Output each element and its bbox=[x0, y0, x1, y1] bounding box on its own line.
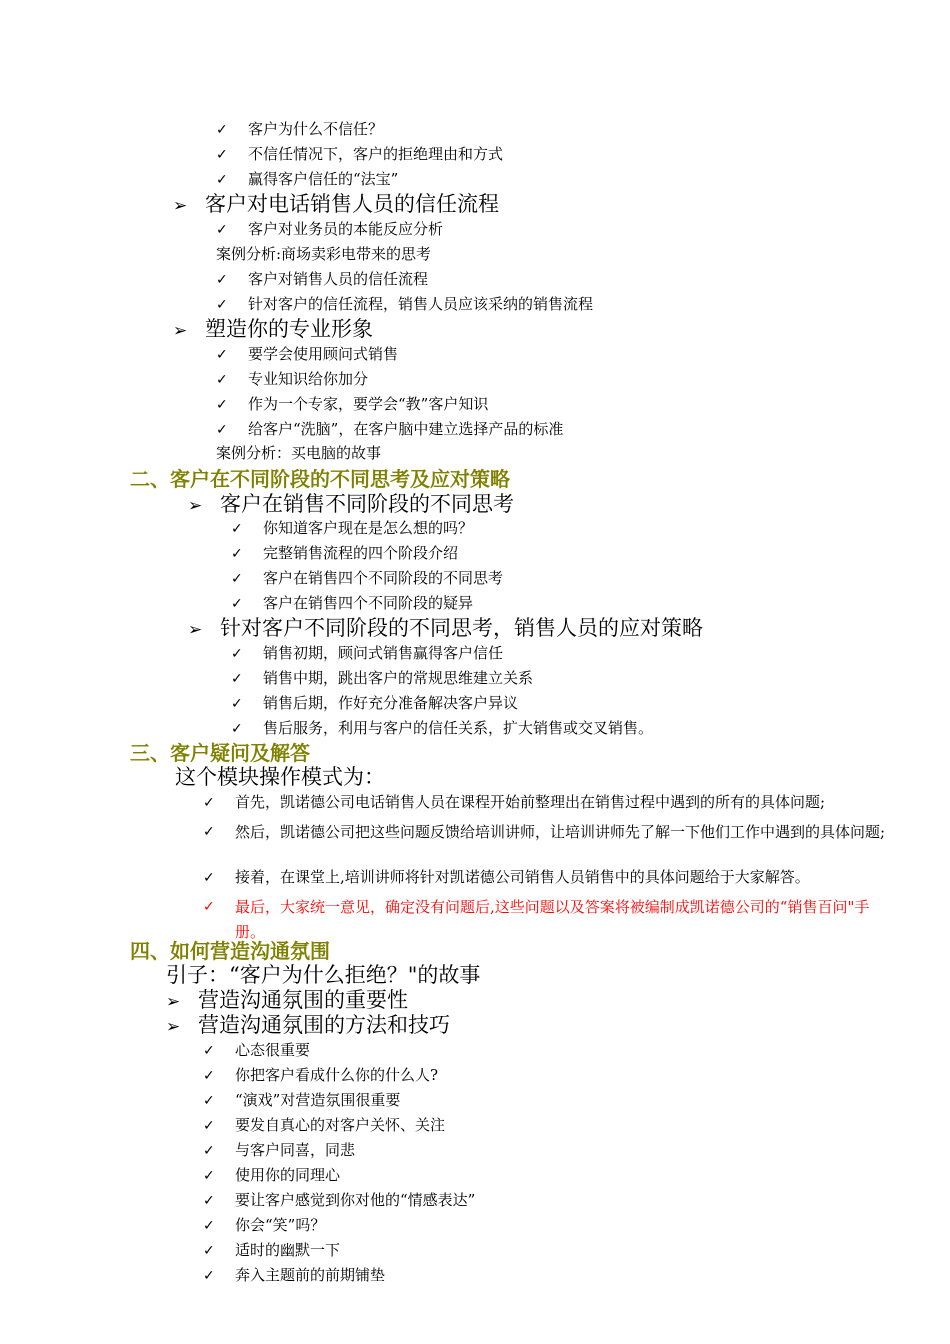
check-icon: ✓ bbox=[203, 1118, 215, 1134]
list-item: ✓ 销售中期，跳出客户的常规思维建立关系 bbox=[231, 669, 534, 687]
list-item: ✓ 作为一个专家，要学会“教”客户知识 bbox=[216, 395, 489, 413]
list-item: ✓ 专业知识给你加分 bbox=[216, 370, 369, 388]
list-item: ✓ 不信任情况下，客户的拒绝理由和方式 bbox=[216, 145, 504, 163]
check-icon: ✓ bbox=[231, 521, 243, 537]
list-item: ✓ 客户在销售四个不同阶段的疑异 bbox=[231, 594, 474, 612]
check-icon: ✓ bbox=[203, 1143, 215, 1159]
arrow-bullet-icon: ➢ bbox=[166, 992, 181, 1012]
list-item: ✓ 适时的幽默一下 bbox=[203, 1241, 341, 1259]
check-icon: ✓ bbox=[216, 422, 228, 438]
check-icon: ✓ bbox=[203, 1043, 215, 1059]
case-analysis: 案例分析：买电脑的故事 bbox=[216, 444, 382, 462]
check-icon: ✓ bbox=[231, 671, 243, 687]
list-item-highlight: ✓ 最后，大家统一意见，确定没有问题后,这些问题以及答案将被编制成凯诺德公司的“销售百问"手册。 bbox=[203, 895, 903, 945]
check-icon: ✓ bbox=[231, 721, 243, 737]
section-heading: 四、如何营造沟通氛围 bbox=[130, 939, 330, 963]
arrow-bullet-icon: ➢ bbox=[173, 321, 188, 341]
check-icon: ✓ bbox=[216, 122, 228, 138]
story-intro: 引子：“客户为什么拒绝？"的故事 bbox=[166, 963, 481, 987]
subheading: ➢ 针对客户不同阶段的不同思考，销售人员的应对策略 bbox=[188, 616, 703, 640]
list-item: ✓ 针对客户的信任流程，销售人员应该采纳的销售流程 bbox=[216, 295, 594, 313]
list-item: ✓ 客户为什么不信任？ bbox=[216, 120, 384, 138]
list-item: ✓ 接着，在课堂上,培训讲师将针对凯诺德公司销售人员销售中的具体问题给于大家解答。 bbox=[203, 868, 810, 886]
list-item: ✓ 要学会使用顾问式销售 bbox=[216, 345, 399, 363]
check-icon: ✓ bbox=[231, 596, 243, 612]
subheading: ➢ 客户对电话销售人员的信任流程 bbox=[173, 192, 499, 216]
check-icon: ✓ bbox=[203, 1168, 215, 1184]
check-icon: ✓ bbox=[203, 1243, 215, 1259]
list-item: ✓ 要发自真心的对客户关怀、关注 bbox=[203, 1116, 446, 1134]
check-icon: ✓ bbox=[203, 870, 215, 886]
check-icon: ✓ bbox=[203, 1268, 215, 1284]
check-icon: ✓ bbox=[216, 397, 228, 413]
case-analysis: 案例分析:商场卖彩电带来的思考 bbox=[216, 245, 432, 263]
arrow-bullet-icon: ➢ bbox=[188, 620, 203, 640]
arrow-bullet-icon: ➢ bbox=[166, 1017, 181, 1037]
list-item: ✓ 给客户“洗脑”，在客户脑中建立选择产品的标准 bbox=[216, 420, 564, 438]
list-item: ✓ 你把客户看成什么你的什么人? bbox=[203, 1066, 439, 1084]
list-item: ✓ 赢得客户信任的“法宝” bbox=[216, 170, 399, 188]
check-icon: ✓ bbox=[216, 272, 228, 288]
check-icon: ✓ bbox=[216, 222, 228, 238]
list-item: ✓ 客户对业务员的本能反应分析 bbox=[216, 220, 444, 238]
check-icon: ✓ bbox=[203, 1218, 215, 1234]
list-item: ✓ 销售初期，顾问式销售赢得客户信任 bbox=[231, 644, 504, 662]
check-icon: ✓ bbox=[216, 147, 228, 163]
arrow-bullet-icon: ➢ bbox=[188, 496, 203, 516]
check-icon: ✓ bbox=[216, 372, 228, 388]
check-icon: ✓ bbox=[203, 1093, 215, 1109]
check-icon: ✓ bbox=[231, 546, 243, 562]
section-heading: 二、客户在不同阶段的不同思考及应对策略 bbox=[130, 467, 510, 491]
subheading: ➢ 营造沟通氛围的方法和技巧 bbox=[166, 1013, 450, 1037]
check-icon: ✓ bbox=[216, 172, 228, 188]
check-icon: ✓ bbox=[203, 795, 215, 811]
list-item: ✓ 售后服务，利用与客户的信任关系，扩大销售或交叉销售。 bbox=[231, 719, 654, 737]
check-icon: ✓ bbox=[203, 899, 215, 915]
check-icon: ✓ bbox=[231, 646, 243, 662]
list-item: ✓ 你会“笑”吗？ bbox=[203, 1216, 326, 1234]
check-icon: ✓ bbox=[203, 824, 215, 840]
subheading: ➢ 塑造你的专业形象 bbox=[173, 317, 373, 341]
list-item: ✓ 客户在销售四个不同阶段的不同思考 bbox=[231, 569, 504, 587]
check-icon: ✓ bbox=[216, 297, 228, 313]
check-icon: ✓ bbox=[203, 1068, 215, 1084]
subheading: ➢ 客户在销售不同阶段的不同思考 bbox=[188, 492, 514, 516]
list-item: ✓ 心态很重要 bbox=[203, 1041, 311, 1059]
list-item: ✓ 客户对销售人员的信任流程 bbox=[216, 270, 429, 288]
list-item: ✓ 然后，凯诺德公司把这些问题反馈给培训讲师，让培训讲师先了解一下他们工作中遇到的具体问题; bbox=[203, 820, 903, 870]
check-icon: ✓ bbox=[216, 347, 228, 363]
check-icon: ✓ bbox=[231, 696, 243, 712]
list-item: ✓ 你知道客户现在是怎么想的吗？ bbox=[231, 519, 474, 537]
list-item: ✓ 奔入主题前的前期铺垫 bbox=[203, 1266, 386, 1284]
check-icon: ✓ bbox=[231, 571, 243, 587]
section-heading: 三、客户疑问及解答 bbox=[130, 741, 310, 765]
arrow-bullet-icon: ➢ bbox=[173, 196, 188, 216]
list-item: ✓ “演戏”对营造氛围很重要 bbox=[203, 1091, 401, 1109]
module-intro: 这个模块操作模式为： bbox=[175, 765, 385, 789]
list-item: ✓ 销售后期，作好充分准备解决客户异议 bbox=[231, 694, 519, 712]
list-item: ✓ 与客户同喜，同悲 bbox=[203, 1141, 356, 1159]
list-item: ✓ 要让客户感觉到你对他的“情感表达” bbox=[203, 1191, 476, 1209]
list-item: ✓ 使用你的同理心 bbox=[203, 1166, 341, 1184]
list-item: ✓ 首先，凯诺德公司电话销售人员在课程开始前整理出在销售过程中遇到的所有的具体问题; bbox=[203, 793, 826, 811]
list-item: ✓ 完整销售流程的四个阶段介绍 bbox=[231, 544, 459, 562]
subheading: ➢ 营造沟通氛围的重要性 bbox=[166, 988, 408, 1012]
check-icon: ✓ bbox=[203, 1193, 215, 1209]
